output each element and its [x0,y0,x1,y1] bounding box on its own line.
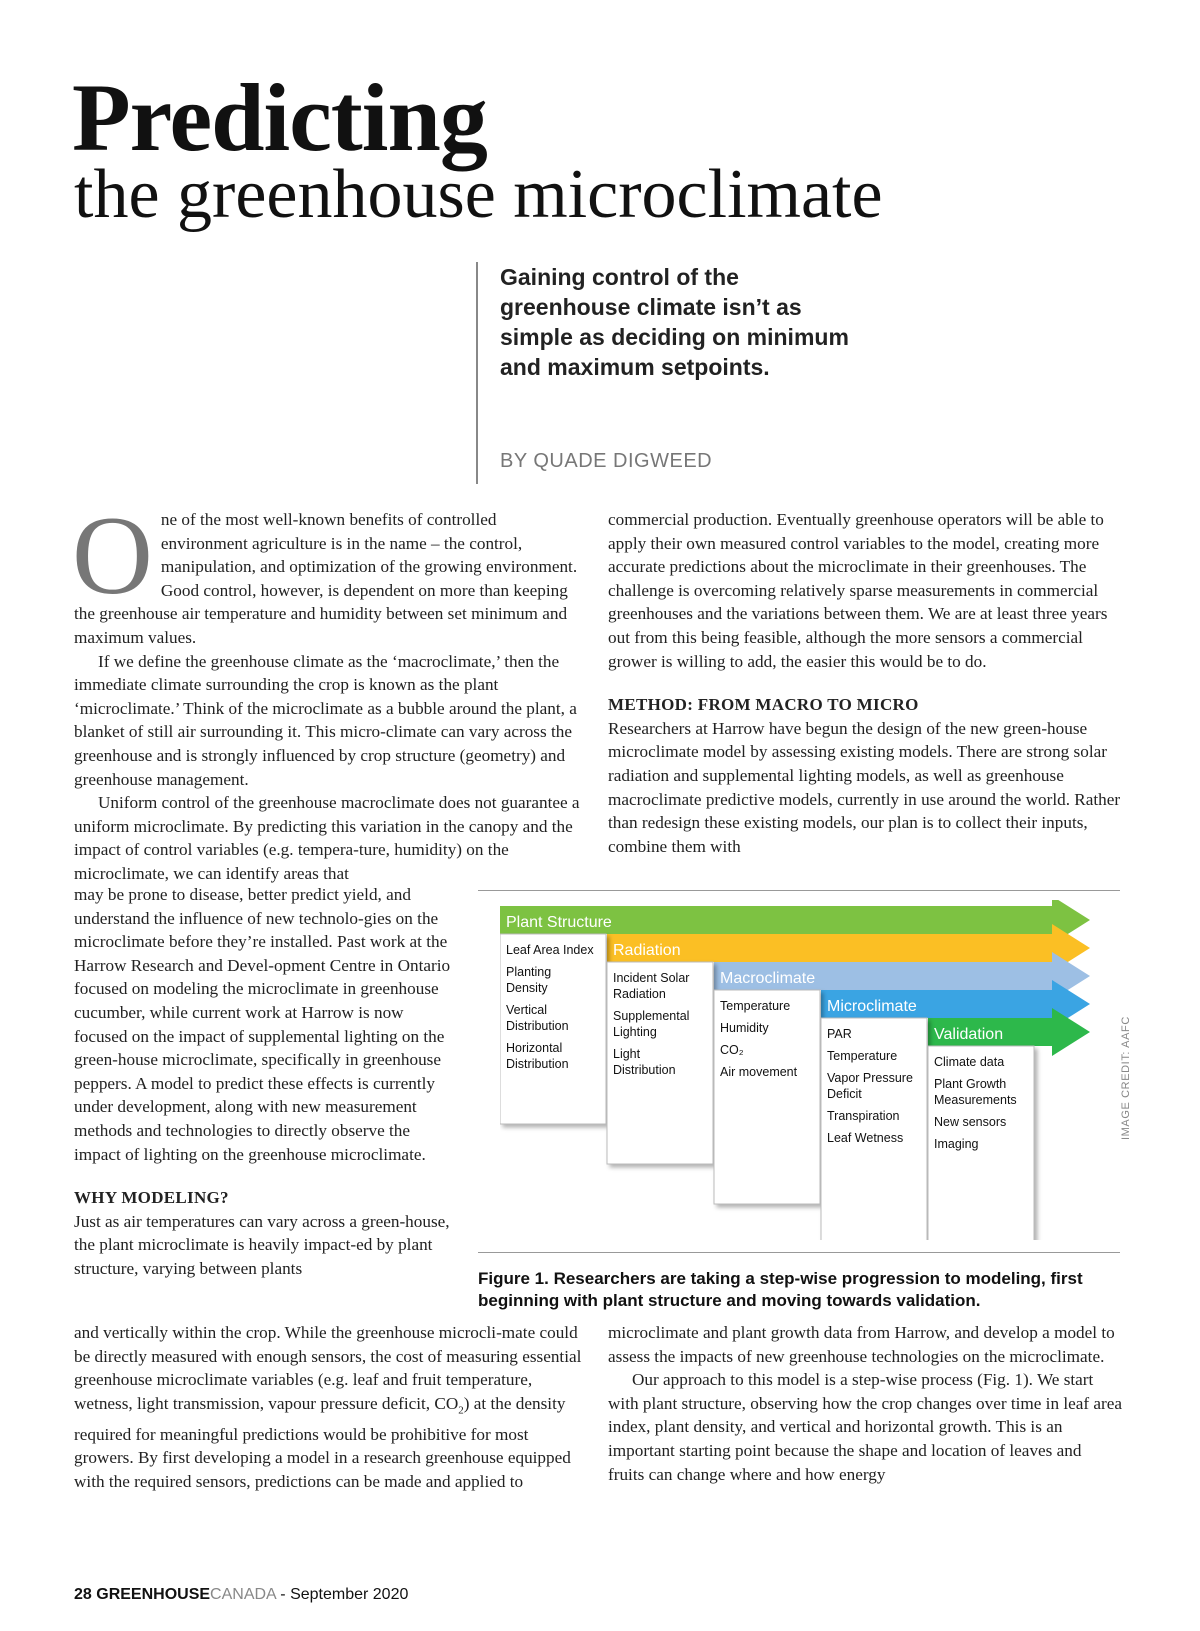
stage-title: Validation [934,1026,1004,1043]
figure-1 [500,900,1100,1240]
issue-date: - September 2020 [280,1586,409,1603]
deck: Gaining control of the greenhouse climate isn’t as simple as deciding on minimum and maximum setpoints. [500,264,849,380]
drop-cap: O [72,494,153,618]
paragraph: commercial production. Eventually greenhouse operators will be able to apply their own measured control variables to the model, creating more accurate predictions about the microclimate in their greenhouses. The challenge is overcoming relatively sparse measurements in commercial greenhouses and the variations between them. We are at least three years out from this being feasible, although the more sensors a commercial grower is willing to add, the easier this would be to do. [608,510,1108,671]
paragraph: Just as air temperatures can vary across a green-house, the plant microclimate is heavily impact-ed by plant structure, varying between plants [74,1211,450,1278]
column-1-top [72,494,582,886]
stage-item: Planting [506,965,552,979]
column-1-narrow [74,883,458,1281]
stage-item: Measurements [934,1093,1017,1107]
step-diagram [500,900,1100,1240]
stage-item: Lighting [613,1025,657,1039]
stage-item: Radiation [613,987,666,1001]
paragraph: Researchers at Harrow have begun the design of the new green-house microclimate model by assessing existing models. There are strong solar radiation and supplemental lighting models, as well as greenhouse macroclimate predictive models, currently in use around the world. Rather than redesign these existing models, our plan is to collect their inputs, combine them with [608,718,1121,856]
stage-item: Leaf Wetness [827,1131,904,1145]
stage-item: Distribution [506,1019,569,1033]
figure-caption: Figure 1. Researchers are taking a step-wise progression to modeling, first beginning with plant structure and moving towards validation. [478,1269,1083,1310]
stage-item: Light [613,1047,641,1061]
stage-item: Temperature [720,999,791,1013]
column-2-top [608,508,1122,858]
publication-name-light: CANADA [210,1586,276,1603]
stage-item: Horizontal [506,1041,563,1055]
stage-item: Supplemental [613,1009,690,1023]
deck-rule [476,262,478,484]
stage-item: Incident Solar [613,971,690,985]
figure-top-rule [478,890,1120,891]
subhead-method: METHOD: FROM MACRO TO MICRO [608,695,919,715]
paragraph: and vertically within the crop. While the greenhouse microcli-mate could be directly measured with enough sensors, the cost of measuring essential greenhouse microclimate variables (e.g. leaf and fruit temperature, wetness, light transmission, vapour pressure deficit, $CO_2$) at the density required for meaningful predictions would be prohibitive for most growers. By first developing a model in a research greenhouse equipped with the required sensors, predictions can be made and applied to [74,1323,582,1491]
paragraph: Our approach to this model is a step-wise process (Fig. 1). We start with plant structure, observing how the crop changes over time in leaf area index, plant density, and vertical and horizontal growth. This is an important starting point because the shape and location of leaves and fruits can change where and how energy [608,1370,1123,1484]
stage-item: CO₂ [720,1043,744,1057]
stage-item: Distribution [506,1057,569,1071]
headline-subtitle: the greenhouse microclimate [74,156,883,233]
paragraph: may be prone to disease, better predict yield, and understand the influence of new technolo-gies on the microclimate before they’re installed. Past work at the Harrow Research and Devel-opment Centre in Ontario focused on modeling the microclimate in greenhouse cucumber, while current work at Harrow is now focused on the impact of supplemental lighting on the green-house microclimate, specifically in greenhouse peppers. A model to predict these effects is currently under development, along with new measurement methods and technologies to directly observe the impact of lighting on the greenhouse microclimate. [74,885,451,1164]
column-1-bottom [74,1321,582,1494]
stage-item: Climate data [934,1055,1005,1069]
stage-item: New sensors [934,1115,1007,1129]
image-credit: IMAGE CREDIT: AAFC [1120,1016,1132,1140]
stage-item: Density [506,981,548,995]
headline: Predicting [72,64,487,171]
stage-item: Distribution [613,1063,676,1077]
publication-name: GREENHOUSE [96,1586,211,1603]
byline: BY QUADE DIGWEED [500,450,713,472]
stage-item: Transpiration [827,1109,900,1123]
paragraph: If we define the greenhouse climate as the ‘macroclimate,’ then the immediate climate surrounding the crop is known as the plant ‘microclimate.’ Think of the microclimate as a bubble around the plant, a blanket of still air surrounding it. This micro-climate can vary across the greenhouse and is strongly influenced by crop structure (geometry) and greenhouse management. [74,651,577,789]
stage-item: Imaging [934,1137,979,1151]
figure-bottom-rule [478,1252,1120,1253]
stage-item: Humidity [720,1021,769,1035]
page-number: 28 [74,1586,92,1603]
stage-title: Microclimate [827,998,917,1015]
column-2-bottom [608,1321,1122,1486]
page-footer [74,1586,408,1604]
stage-item: Temperature [827,1049,898,1063]
paragraph: microclimate and plant growth data from Harrow, and develop a model to assess the impacts of new greenhouse technologies on the microclimate. [608,1323,1115,1366]
stage-title: Macroclimate [720,970,816,987]
subhead-why-modeling: WHY MODELING? [74,1188,229,1208]
stage-item: Vertical [506,1003,547,1017]
paragraph: One of the most well-known benefits of controlled environment agriculture is in the name – the control, manipulation, and optimization of the growing environment. Good control, however, is dependent on more than keeping the greenhouse air temperature and humidity between set minimum and maximum values. [72,494,578,647]
stage-title: Radiation [613,942,681,959]
stage-item: PAR [827,1027,852,1041]
stage-item: Plant Growth [934,1077,1007,1091]
stage-title: Plant Structure [506,914,612,931]
stage-item: Deficit [827,1087,862,1101]
stage-item: Leaf Area Index [506,943,594,957]
paragraph: Uniform control of the greenhouse macroclimate does not guarantee a uniform microclimate. By predicting this variation in the canopy and the impact of control variables (e.g. tempera-ture, humidity) on the microclimate, we can identify areas that [74,793,580,883]
stage-item: Vapor Pressure [827,1071,913,1085]
stage-item: Air movement [720,1065,798,1079]
